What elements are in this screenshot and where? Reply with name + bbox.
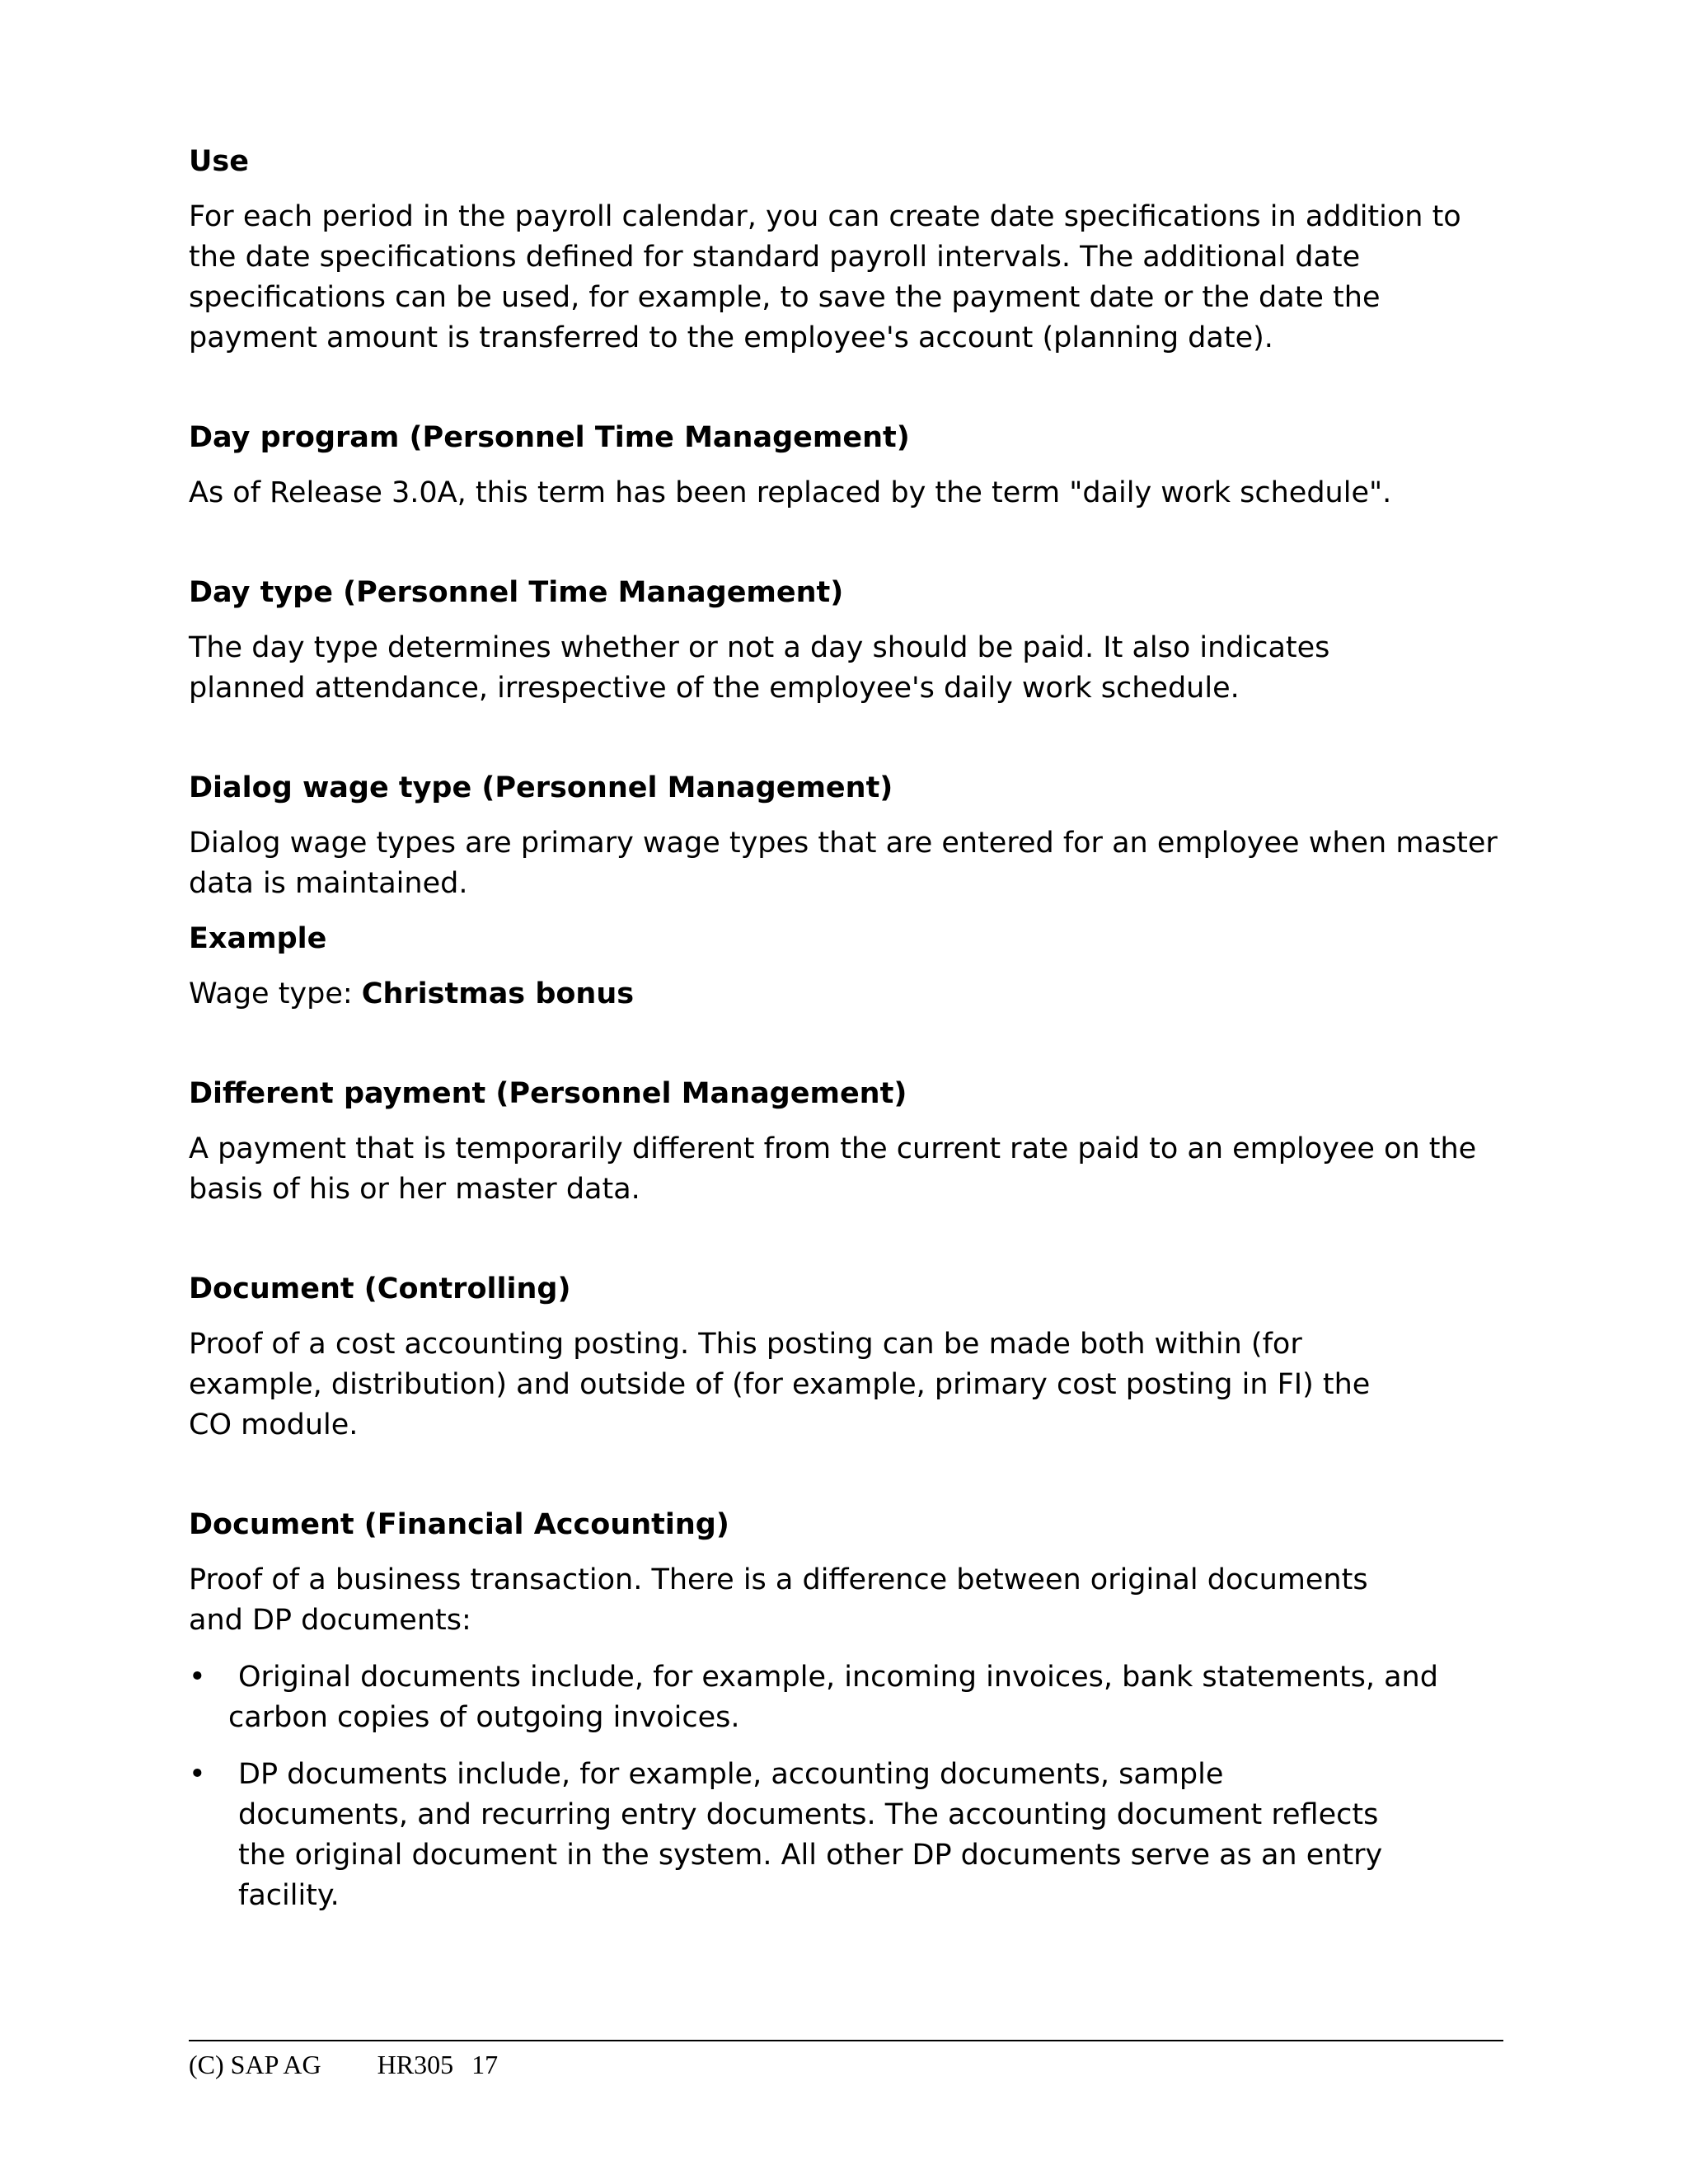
section-body: Dialog wage types are primary wage types that are entered for an employee when master data is maintained. — [189, 827, 1498, 900]
section-heading: Day type (Personnel Time Management) — [189, 576, 844, 609]
footer-course-code: HR305 — [377, 2050, 454, 2079]
list-item-text: Original documents include, for example, incoming invoices, bank statements, and carbon copies of outgoing invoices. — [228, 1661, 1438, 1734]
section-body: As of Release 3.0A, this term has been replaced by the term "daily work schedule". — [189, 476, 1392, 509]
section-heading: Document (Financial Accounting) — [189, 1508, 729, 1541]
section-heading: Day program (Personnel Time Management) — [189, 421, 910, 454]
page-footer — [189, 2040, 1503, 2081]
footer-page-number: 17 — [471, 2050, 499, 2079]
section-use — [189, 142, 1503, 359]
section-document-financial-accounting — [189, 1505, 1503, 1916]
section-heading: Dialog wage type (Personnel Management) — [189, 771, 893, 804]
section-body: The day type determines whether or not a day should be paid. It also indicates planned attendance, irrespective of the employee's daily work schedule. — [189, 631, 1330, 705]
bullet-icon: • — [189, 1758, 206, 1791]
document-page — [189, 142, 1503, 1933]
section-heading: Document (Controlling) — [189, 1272, 571, 1305]
list-item — [189, 1657, 1503, 1738]
section-day-type — [189, 573, 1503, 709]
footer-copyright: (C) SAP AG — [189, 2050, 321, 2079]
example-prefix: Wage type: — [189, 977, 362, 1010]
example-line — [189, 974, 1503, 1015]
section-document-controlling — [189, 1269, 1503, 1446]
section-body: Proof of a business transaction. There is a difference between original documents and DP documents: — [189, 1563, 1368, 1637]
bullet-list — [189, 1657, 1503, 1916]
section-different-payment — [189, 1074, 1503, 1210]
section-day-program — [189, 418, 1503, 513]
section-heading: Use — [189, 145, 249, 178]
list-item-text: DP documents include, for example, accounting documents, sample documents, and recurring entry documents. The accounting document reflects the original document in the system. All other DP documents serve as an entry facility. — [238, 1758, 1383, 1912]
example-value: Christmas bonus — [361, 977, 635, 1010]
bullet-icon: • — [189, 1661, 206, 1694]
section-dialog-wage-type — [189, 768, 1503, 1015]
list-item — [189, 1755, 1503, 1916]
section-body: Proof of a cost accounting posting. This posting can be made both within (for example, distribution) and outside of (for example, primary cost posting in FI) the CO module. — [189, 1328, 1371, 1441]
section-body: A payment that is temporarily different from the current rate paid to an employee on the basis of his or her master data. — [189, 1132, 1477, 1206]
section-body: For each period in the payroll calendar, you can create date specifications in addition to the date specifications defined for standard payroll intervals. The additional date specifications can be used, for example, to save the payment date or the date the payment amount is transferred to the employee's account (planning date). — [189, 200, 1461, 354]
example-heading: Example — [189, 922, 327, 955]
section-heading: Different payment (Personnel Management) — [189, 1077, 907, 1110]
